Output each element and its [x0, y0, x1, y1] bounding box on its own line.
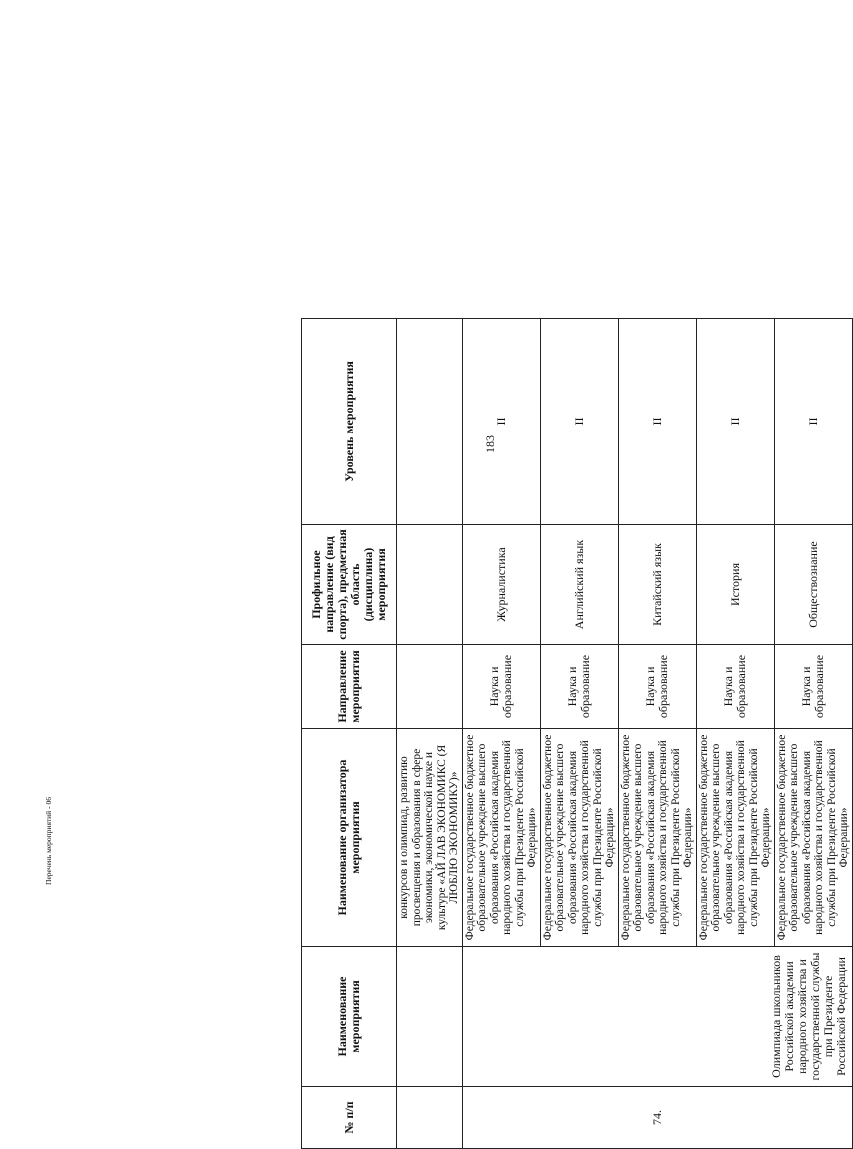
cell-organizer: Федеральное государственное бюджетное образовательное учреждение высшего образования «Российская академия народного хозяйства и государственной службы при Президенте Российской Федерации» [540, 729, 618, 947]
header-profile: Профильное направление (вид спорта), предметная область (дисциплина) мероприятия [302, 525, 397, 645]
table-row [397, 319, 463, 1149]
header-organizer: Наименование организатора мероприятия [302, 729, 397, 947]
cell-profile: Обществознание [774, 525, 852, 645]
cell-number [397, 1087, 463, 1149]
cell-organizer: Федеральное государственное бюджетное образовательное учреждение высшего образования «Российская академия народного хозяйства и государственной службы при Президенте Российской Федерации» [774, 729, 852, 947]
cell-level: II [462, 319, 540, 525]
cell-level: II [618, 319, 696, 525]
cell-level [397, 319, 463, 525]
cell-level: II [540, 319, 618, 525]
header-number: № п/п [302, 1087, 397, 1149]
header-direction: Направление мероприятия [302, 645, 397, 729]
cell-organizer: конкурсов и олимпиад, развитию просвещения и образования в сфере экономики, экономической науке и культуре «АЙ ЛАВ ЭКОНОМИКС (Я ЛЮБЛЮ ЭКОНОМИКУ)» [397, 729, 463, 947]
rotated-table-container [301, 319, 850, 1149]
header-event-name: Наименование мероприятия [302, 947, 397, 1087]
cell-organizer: Федеральное государственное бюджетное образовательное учреждение высшего образования «Российская академия народного хозяйства и государственной службы при Президенте Российской Федерации» [696, 729, 774, 947]
cell-direction: Наука и образование [618, 645, 696, 729]
cell-organizer: Федеральное государственное бюджетное образовательное учреждение высшего образования «Российская академия народного хозяйства и государственной службы при Президенте Российской Федерации» [618, 729, 696, 947]
cell-profile: История [696, 525, 774, 645]
cell-direction: Наука и образование [462, 645, 540, 729]
cell-level: II [696, 319, 774, 525]
cell-direction: Наука и образование [696, 645, 774, 729]
cell-event-name [397, 947, 463, 1087]
cell-profile: Журналистика [462, 525, 540, 645]
page-number: 183 [483, 435, 497, 453]
cell-direction: Наука и образование [540, 645, 618, 729]
cell-profile: Китайский язык [618, 525, 696, 645]
table-row [462, 319, 540, 1149]
footer-text: Перечень мероприятий - 06 [44, 797, 53, 885]
cell-event-name: Олимпиада школьников Российской академии народного хозяйства и государственной службы при Президенте Российской Федерации [462, 947, 852, 1087]
cell-organizer: Федеральное государственное бюджетное образовательное учреждение высшего образования «Российская академия народного хозяйства и государственной службы при Президенте Российской Федерации» [462, 729, 540, 947]
cell-direction: Наука и образование [774, 645, 852, 729]
events-table [301, 318, 853, 1149]
cell-number: 74. [462, 1087, 852, 1149]
header-level: Уровень мероприятия [302, 319, 397, 525]
cell-level: II [774, 319, 852, 525]
table-header-row [302, 319, 397, 1149]
cell-profile [397, 525, 463, 645]
cell-profile: Английский язык [540, 525, 618, 645]
cell-direction [397, 645, 463, 729]
